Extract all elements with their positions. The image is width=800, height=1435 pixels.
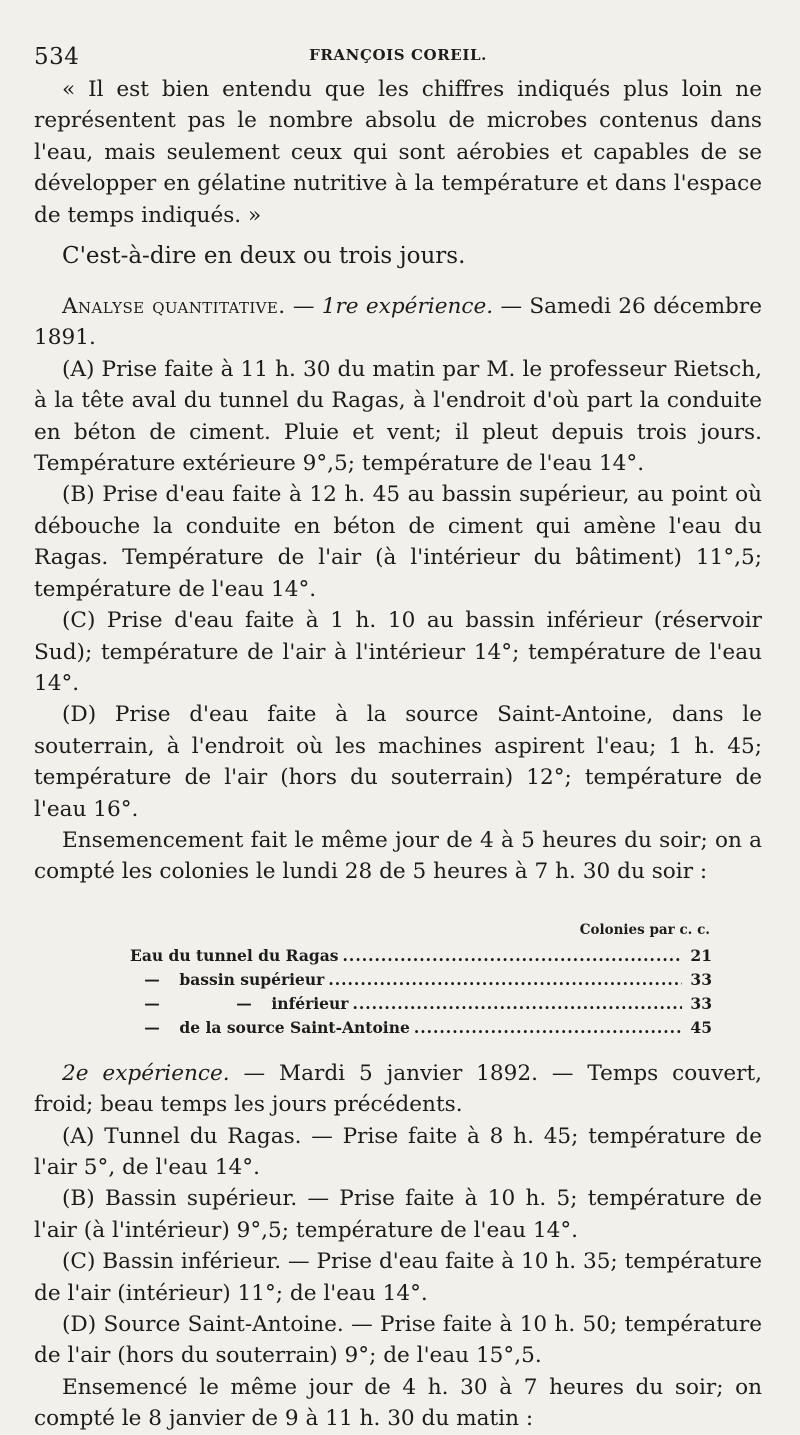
row-label: de la source Saint-Antoine: [179, 1017, 410, 1037]
ditto-mark: —: [144, 993, 160, 1013]
exp1-sample-b: (B) Prise d'eau faite à 12 h. 45 au bassin supérieur, au point où débouche la conduite en béton de ciment qui amène l'eau du Ragas. Température de l'air (à l'intérieur du bâtiment) 11°,5; température de l'eau 14°.: [34, 482, 762, 602]
table-row: [130, 1016, 712, 1040]
exp1-title: 1re expérience.: [321, 294, 494, 320]
row-value: 21: [690, 945, 712, 965]
ditto-mark: —: [144, 1017, 160, 1037]
table-row: [130, 992, 712, 1016]
exp1-seeding: Ensemencement fait le même jour de 4 à 5 heures du soir; on a compté les colonies le lundi 28 de 5 heures à 7 h. 30 du soir :: [34, 827, 762, 885]
leader-dots: [414, 1016, 682, 1040]
row-value: 33: [690, 993, 712, 1013]
row-value: 33: [690, 969, 712, 989]
exp2-seeding: Ensemencé le même jour de 4 h. 30 à 7 heures du soir; on compté le 8 janvier de 9 à 11 h. 30 du matin :: [34, 1374, 762, 1432]
exp2-sample-b: (B) Bassin supérieur. — Prise faite à 10 h. 5; température de l'air (à l'intérieur) 9°,5; température de l'eau 14°.: [34, 1186, 762, 1243]
exp2-sample-c: (C) Bassin inférieur. — Prise d'eau faite à 10 h. 35; température de l'air (intérieur) 11°; de l'eau 14°.: [34, 1249, 762, 1306]
exp1-sample-c: (C) Prise d'eau faite à 1 h. 10 au bassin inférieur (réservoir Sud); température de l'air à l'intérieur 14°; température de l'eau 14°.: [34, 608, 762, 696]
exp1-sample-d: (D) Prise d'eau faite à la source Saint-Antoine, dans le souterrain, à l'endroit où les machines aspirent l'eau; 1 h. 45; température de l'air (hors du souterrain) 12°; température de l'eau 16°.: [34, 702, 762, 822]
table-row: [130, 944, 712, 968]
analysis-label: Analyse quantitative.: [62, 294, 286, 320]
running-head: [34, 38, 762, 74]
colonies-table: [34, 922, 762, 1040]
analysis-heading: Analyse quantitative. — 1re expérience. — Samedi 26 décembre 1891.: [34, 294, 762, 351]
colonies-table-header: Colonies par c. c.: [579, 921, 710, 938]
ditto-mark: —: [144, 969, 160, 989]
leader-dots: [328, 968, 682, 992]
row-value: 45: [690, 1017, 712, 1037]
leader-dots: [352, 992, 682, 1016]
leader-dots: [343, 944, 682, 968]
exp2-sample-a: (A) Tunnel du Ragas. — Prise faite à 8 h. 45; température de l'air 5°, de l'eau 14°.: [34, 1123, 762, 1180]
table-row: [130, 968, 712, 992]
row-label: bassin supérieur: [179, 969, 325, 989]
exp1-date: — Samedi 26 décembre 1891.: [34, 294, 762, 351]
row-label: Eau du tunnel du Ragas: [130, 945, 339, 965]
row-label: inférieur: [271, 993, 349, 1013]
note-line: C'est-à-dire en deux ou trois jours.: [62, 243, 466, 270]
running-title: FRANÇOIS COREIL.: [309, 46, 487, 64]
page-number: 534: [34, 44, 80, 70]
ditto-mark: —: [236, 993, 252, 1013]
exp2-sample-d: (D) Source Saint-Antoine. — Prise faite à 10 h. 50; température de l'air (hors du souterrain) 9°; de l'eau 15°,5.: [34, 1312, 762, 1369]
quote-paragraph: « Il est bien entendu que les chiffres indiqués plus loin ne représentent pas le nombre absolu de microbes contenus dans l'eau, mais seulement ceux qui sont aérobies et capables de se développer en gélatine nutritive à la température et dans l'espace de temps indiqués. »: [34, 77, 762, 228]
exp2-heading: [34, 1058, 762, 1121]
exp2-date: — Mardi 5 janvier 1892. — Temps couvert, froid; beau temps les jours précédents.: [34, 1060, 762, 1118]
exp2-title: 2e expérience.: [62, 1060, 230, 1086]
exp1-sample-a: (A) Prise faite à 11 h. 30 du matin par M. le professeur Rietsch, à la tête aval du tunnel du Ragas, à l'endroit d'où part la conduite en béton de ciment. Pluie et vent; il pleut depuis trois jours. Température extérieure 9°,5; température de l'eau 14°.: [34, 356, 762, 477]
